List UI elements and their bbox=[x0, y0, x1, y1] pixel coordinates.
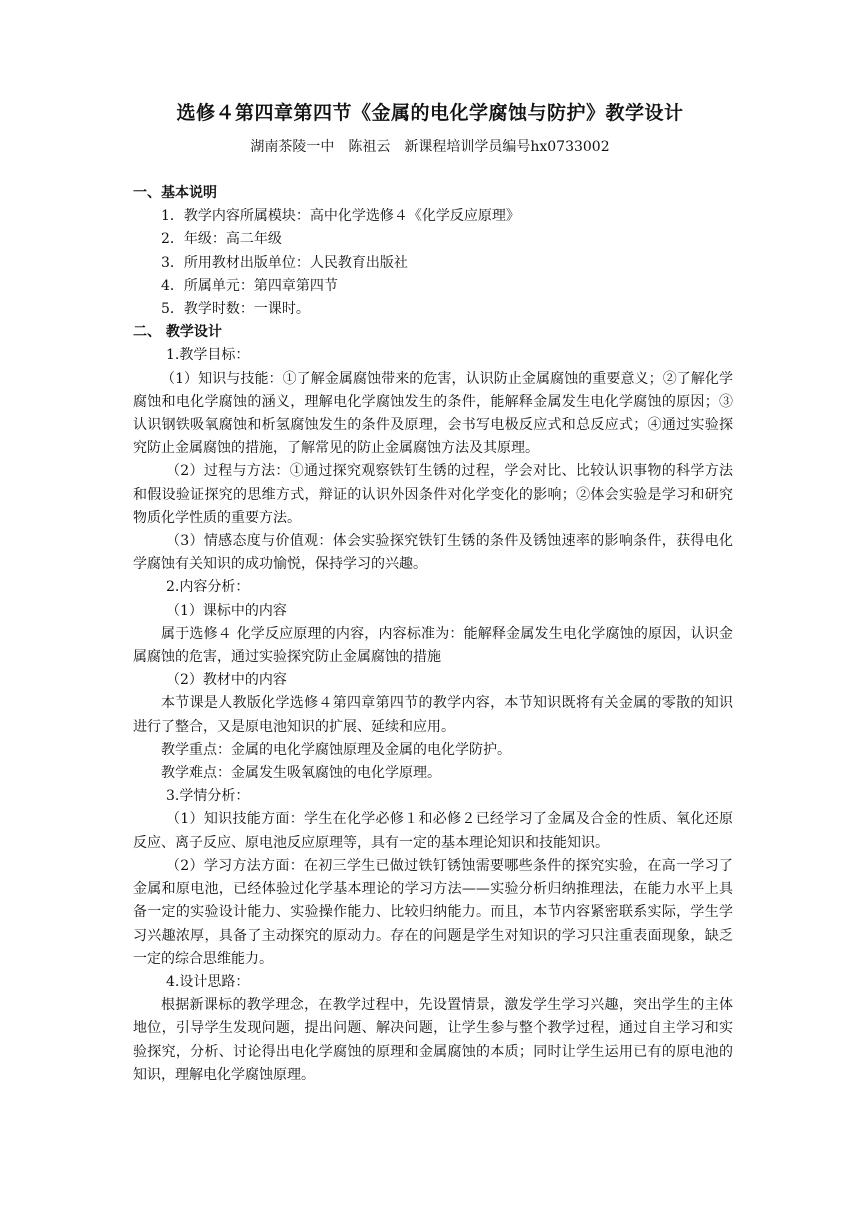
subheading-student-analysis: 3.学情分析： bbox=[166, 788, 250, 805]
goal-attitudes-values: （3）情感态度与价值观：体会实验探究铁钉生锈的条件及锈蚀速率的影响条件，获得电化学腐蚀有关知识的成功愉悦，保持学习的兴趣。 bbox=[133, 533, 733, 573]
difficult-point: 教学难点：金属发生吸氧腐蚀的电化学原理。 bbox=[161, 765, 441, 782]
goal-process-methods: （2）过程与方法：①通过探究观察铁钉生锈的过程，学会对比、比较认识事物的科学方法和假设验证探究的思维方式，辩证的认识外因条件对化学变化的影响；②体会实验是学习和研究物质化学性质的重要方法。 bbox=[133, 463, 733, 526]
basic-info-item: 2．年级：高二年级 bbox=[161, 231, 282, 248]
goal-knowledge-skills: （1）知识与技能：①了解金属腐蚀带来的危害，认识防止金属腐蚀的重要意义；②了解化学腐蚀和电化学腐蚀的涵义，理解电化学腐蚀发生的条件，能解释金属发生电化学腐蚀的原因；③认识钢铁吸氧腐蚀和析氢腐蚀发生的条件及原理，会书写电极反应式和总反应式；④通过实验探究防止金属腐蚀的措施，了解常见的防止金属腐蚀方法及其原理。 bbox=[133, 370, 733, 457]
content-textbook-text: 本节课是人教版化学选修４第四章第四节的教学内容，本节知识既将有关金属的零散的知识进行了整合，又是原电池知识的扩展、延续和应用。 bbox=[133, 695, 733, 735]
subheading-design-ideas: 4.设计思路： bbox=[166, 973, 250, 990]
document-body bbox=[133, 182, 733, 1087]
section-heading-basic-info: 一、基本说明 bbox=[133, 185, 217, 201]
content-textbook-heading: （2）教材中的内容 bbox=[166, 672, 287, 689]
basic-info-item: 5．教学时数：一课时。 bbox=[161, 301, 310, 318]
document-subtitle: 湖南茶陵一中 陈祖云 新课程培训学员编号hx0733002 bbox=[250, 139, 610, 155]
basic-info-item: 1．教学内容所属模块：高中化学选修４《化学反应原理》 bbox=[161, 208, 520, 225]
student-methods: （2）学习方法方面：在初三学生已做过铁钉锈蚀需要哪些条件的探究实验，在高一学习了金属和原电池，已经体验过化学基本理论的学习方法——实验分析归纳推理法，在能力水平上具备一定的实验设计能力、实验操作能力、比较归纳能力。而且，本节内容紧密联系实际，学生学习兴趣浓厚，具备了主动探究的原动力。存在的问题是学生对知识的学习只注重表面现象，缺乏一定的综合思维能力。 bbox=[133, 857, 733, 967]
subheading-content-analysis: 2.内容分析： bbox=[166, 579, 250, 596]
design-ideas-text: 根据新课标的教学理念，在教学过程中，先设置情景，激发学生学习兴趣，突出学生的主体地位，引导学生发现问题，提出问题、解决问题，让学生参与整个教学过程，通过自主学习和实验探究，分析、讨论得出电化学腐蚀的原理和金属腐蚀的本质；同时让学生运用已有的原电池的知识，理解电化学腐蚀原理。 bbox=[133, 997, 733, 1083]
basic-info-item: 3．所用教材出版单位：人民教育出版社 bbox=[161, 254, 408, 271]
student-knowledge: （1）知识技能方面：学生在化学必修１和必修２已经学习了金属及合金的性质、氧化还原反应、离子反应、原电池反应原理等，具有一定的基本理论知识和技能知识。 bbox=[133, 811, 733, 851]
content-curriculum-heading: （1）课标中的内容 bbox=[166, 602, 287, 619]
section-heading-teaching-design: 二、 教学设计 bbox=[133, 324, 222, 341]
key-point: 教学重点：金属的电化学腐蚀原理及金属的电化学防护。 bbox=[161, 741, 511, 758]
content-curriculum-text: 属于选修４ 化学反应原理的内容，内容标准为：能解释金属发生电化学腐蚀的原因，认识金属腐蚀的危害，通过实验探究防止金属腐蚀的措施 bbox=[133, 625, 733, 666]
document-title: 选修４第四章第四节《金属的电化学腐蚀与防护》教学设计 bbox=[176, 102, 684, 124]
basic-info-item: 4．所属单元：第四章第四节 bbox=[161, 277, 338, 294]
subheading-teaching-goals: 1.教学目标： bbox=[166, 347, 250, 364]
